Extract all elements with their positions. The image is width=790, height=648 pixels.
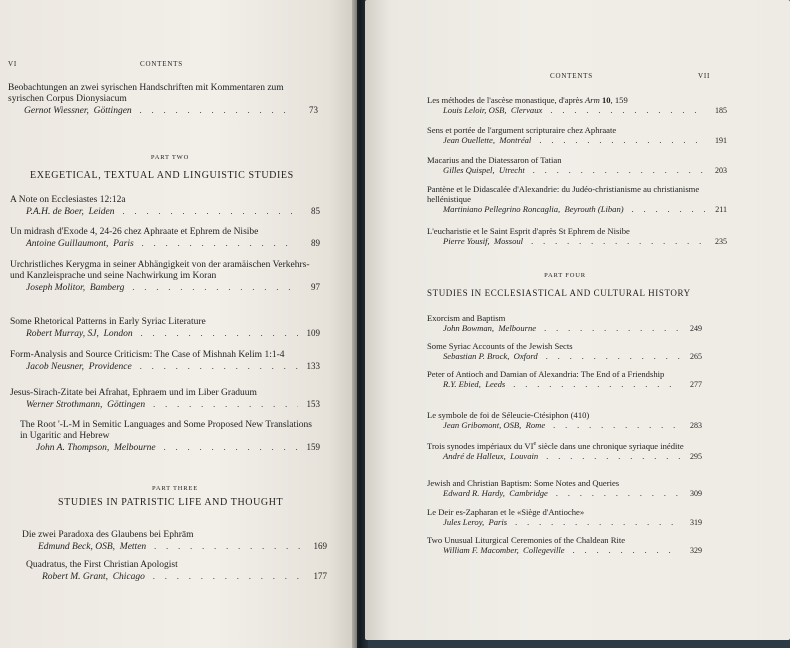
entry-place: Collegeville	[523, 545, 565, 555]
toc-entry	[427, 439, 702, 462]
entry-author: Robert Murray, SJ,	[26, 329, 99, 339]
entry-place: Göttingen	[93, 106, 132, 116]
leader-dots	[154, 541, 305, 552]
entry-page: 235	[715, 237, 727, 246]
entry-author: P.A.H. de Boer,	[26, 207, 84, 217]
running-head: CONTENTS	[140, 60, 183, 68]
entry-title: Le symbole de foi de Séleucie-Ctésiphon (410)	[427, 410, 590, 420]
entry-title: A Note on Ecclesiastes 12:12a	[10, 195, 126, 205]
entry-author: Sebastian P. Brock,	[443, 351, 510, 361]
leader-dots	[132, 282, 298, 293]
entry-title: L'eucharistie et le Saint Esprit d'après St Ephrem de Nisibe	[427, 226, 630, 236]
toc-entry	[10, 317, 320, 340]
entry-author: Jean Ouellette,	[443, 135, 496, 145]
toc-entry	[10, 260, 320, 294]
entry-place: Bamberg	[89, 283, 125, 293]
toc-entry	[427, 369, 702, 390]
toc-entry	[427, 95, 727, 116]
leader-dots	[141, 328, 298, 339]
entry-author: William F. Macomber,	[443, 545, 519, 555]
leader-dots	[513, 380, 680, 390]
entry-place: Metten	[119, 542, 147, 552]
leader-dots	[164, 442, 298, 453]
entry-page: 89	[311, 238, 320, 248]
leader-dots	[153, 399, 298, 410]
entry-page: 295	[690, 451, 702, 461]
entry-title: Quadratus, the First Christian Apologist	[26, 560, 178, 570]
entry-title: Les méthodes de l'ascèse monastique, d'après Arm 10, 159	[427, 95, 628, 105]
entry-author: John A. Thompson,	[36, 443, 110, 453]
entry-title: Beobachtungen an zwei syrischen Handschriften mit Kommentaren zum syrischen Corpus Dionysiacum	[8, 83, 284, 104]
entry-page: 169	[313, 541, 327, 551]
entry-page: 133	[306, 361, 320, 371]
entry-author: Jean Gribomont, OSB,	[443, 420, 522, 430]
entry-title: Urchristliches Kerygma in seiner Abhängigkeit von der aramäischen Verkehrs- und Kanzleisprache und seine Nachwirkung im Koran	[10, 260, 310, 281]
entry-place: Louvain	[510, 450, 539, 461]
entry-page: 73	[309, 105, 318, 115]
toc-entry	[8, 83, 318, 117]
entry-title: Peter of Antioch and Damian of Alexandria: The End of a Friendship	[427, 369, 665, 379]
entry-author: Gernot Wiessner,	[24, 106, 89, 116]
leader-dots	[544, 324, 680, 334]
entry-page: 249	[690, 324, 702, 333]
entry-title: Form-Analysis and Source Criticism: The Case of Mishnah Kelim 1:1-4	[10, 350, 285, 360]
toc-entry	[427, 226, 727, 247]
entry-page: 265	[690, 352, 702, 361]
entry-author: Jacob Neusner,	[26, 362, 85, 372]
toc-entry	[427, 478, 702, 499]
entry-author: Werner Strothmann,	[26, 400, 103, 410]
entry-place: Utrecht	[498, 165, 525, 175]
entry-author: André de Halleux,	[443, 450, 506, 461]
leader-dots	[546, 452, 680, 462]
entry-page: 319	[690, 518, 702, 527]
leader-dots	[142, 238, 298, 249]
entry-page: 191	[715, 136, 727, 145]
part-label: PART THREE	[152, 485, 198, 492]
entry-page: 277	[690, 380, 702, 389]
entry-place: Providence	[88, 362, 132, 372]
toc-entry	[10, 227, 320, 250]
left-page	[0, 0, 357, 648]
page-number: VI	[8, 60, 17, 68]
entry-title: The Root '-L-M in Semitic Languages and Some Proposed New Translations in Ugaritic and Hebrew	[20, 420, 312, 441]
entry-title: Die zwei Paradoxa des Glaubens bei Ephrām	[22, 530, 194, 540]
entry-place: Clervaux	[510, 105, 543, 115]
toc-entry	[427, 341, 702, 362]
running-head: CONTENTS	[550, 72, 593, 80]
entry-place: Paris	[488, 517, 508, 527]
leader-dots	[550, 106, 705, 116]
leader-dots	[122, 206, 298, 217]
entry-page: 329	[690, 546, 702, 555]
part-heading: STUDIES IN PATRISTIC LIFE AND THOUGHT	[58, 497, 284, 508]
entry-title: Some Rhetorical Patterns in Early Syriac Literature	[10, 317, 206, 327]
entry-author: Pierre Yousif,	[443, 236, 490, 246]
toc-entry	[427, 313, 702, 334]
entry-author: Jules Leroy,	[443, 517, 485, 527]
leader-dots	[573, 546, 680, 556]
entry-place: Cambridge	[509, 488, 548, 498]
toc-entry	[427, 155, 727, 176]
entry-title: Un midrash d'Exode 4, 24-26 chez Aphraate et Ephrem de Nisibe	[10, 227, 259, 237]
entry-title: Trois synodes impériaux du VIe siècle dans une chronique syriaque inédite	[427, 440, 684, 451]
entry-title: Exorcism and Baptism	[427, 313, 506, 323]
entry-title: Macarius and the Diatessaron of Tatian	[427, 155, 562, 165]
toc-entry	[427, 410, 702, 431]
entry-author: R.Y. Ebied,	[443, 379, 481, 389]
leader-dots	[140, 105, 296, 116]
part-heading: EXEGETICAL, TEXTUAL AND LINGUISTIC STUDIES	[30, 170, 294, 181]
leader-dots	[539, 136, 705, 146]
toc-entry	[427, 184, 727, 215]
toc-entry	[20, 420, 320, 454]
entry-place: Göttingen	[107, 400, 146, 410]
leader-dots	[553, 421, 680, 431]
entry-page: 309	[690, 489, 702, 498]
entry-place: Rome	[525, 420, 546, 430]
part-label: PART FOUR	[544, 272, 586, 279]
entry-title: Sens et portée de l'argument scripturaire chez Aphraate	[427, 125, 617, 135]
entry-author: Edward R. Hardy,	[443, 488, 505, 498]
entry-page: 97	[311, 282, 320, 292]
toc-entry	[26, 560, 327, 583]
toc-entry	[10, 350, 320, 373]
leader-dots	[556, 489, 680, 499]
entry-title: Le Deir es-Zapharan et le «Siège d'Antioche»	[427, 507, 585, 517]
toc-entry	[10, 195, 320, 218]
entry-page: 185	[715, 106, 727, 115]
leader-dots	[153, 571, 305, 582]
entry-page: 203	[715, 166, 727, 175]
toc-entry	[10, 388, 320, 411]
entry-place: Melbourne	[113, 443, 156, 453]
entry-author: Robert M. Grant,	[42, 572, 108, 582]
part-heading: STUDIES IN ECCLESIASTICAL AND CULTURAL HISTORY	[427, 288, 691, 298]
entry-page: 211	[715, 205, 727, 214]
leader-dots	[632, 205, 705, 215]
entry-title: Jesus-Sirach-Zitate bei Afrahat, Ephraem und im Liber Graduum	[10, 388, 257, 398]
part-label: PART TWO	[150, 154, 190, 161]
leader-dots	[546, 352, 680, 362]
entry-place: Leeds	[485, 379, 506, 389]
entry-place: Mossoul	[493, 236, 524, 246]
entry-place: Chicago	[112, 572, 145, 582]
leader-dots	[533, 166, 705, 176]
entry-place: Oxford	[513, 351, 538, 361]
toc-entry	[427, 535, 702, 556]
entry-title: Jewish and Christian Baptism: Some Notes and Queries	[427, 478, 620, 488]
entry-title: Some Syriac Accounts of the Jewish Sects	[427, 341, 573, 351]
entry-page: 109	[306, 328, 320, 338]
entry-author: Edmund Beck, OSB,	[38, 542, 116, 552]
entry-page: 85	[311, 206, 320, 216]
entry-place: Melbourne	[498, 323, 537, 333]
entry-place: Montréal	[499, 135, 532, 145]
entry-author: Joseph Molitor,	[26, 283, 86, 293]
leader-dots	[140, 361, 298, 372]
entry-author: Louis Leloir, OSB,	[443, 105, 507, 115]
entry-place: Beyrouth (Liban)	[564, 204, 624, 214]
entry-page: 283	[690, 421, 702, 430]
entry-page: 153	[306, 399, 320, 409]
toc-entry	[427, 125, 727, 146]
leader-dots	[531, 237, 705, 247]
toc-entry	[427, 507, 702, 528]
entry-author: Antoine Guillaumont,	[26, 239, 109, 249]
entry-page: 177	[313, 571, 327, 581]
entry-title: Two Unusual Liturgical Ceremonies of the Chaldean Rite	[427, 535, 626, 545]
right-page	[365, 0, 790, 640]
entry-author: Gilles Quispel,	[443, 165, 495, 175]
page-number: VII	[698, 72, 711, 80]
entry-place: London	[103, 329, 133, 339]
leader-dots	[515, 518, 680, 528]
entry-title: Pantène et le Didascalée d'Alexandrie: du Judéo-christianisme au christianisme hellénistique	[427, 184, 700, 204]
entry-author: John Bowman,	[443, 323, 495, 333]
entry-place: Paris	[113, 239, 134, 249]
entry-page: 159	[306, 442, 320, 452]
entry-place: Leiden	[88, 207, 115, 217]
toc-entry	[22, 530, 327, 553]
entry-author: Martiniano Pellegrino Roncaglia,	[443, 204, 561, 214]
